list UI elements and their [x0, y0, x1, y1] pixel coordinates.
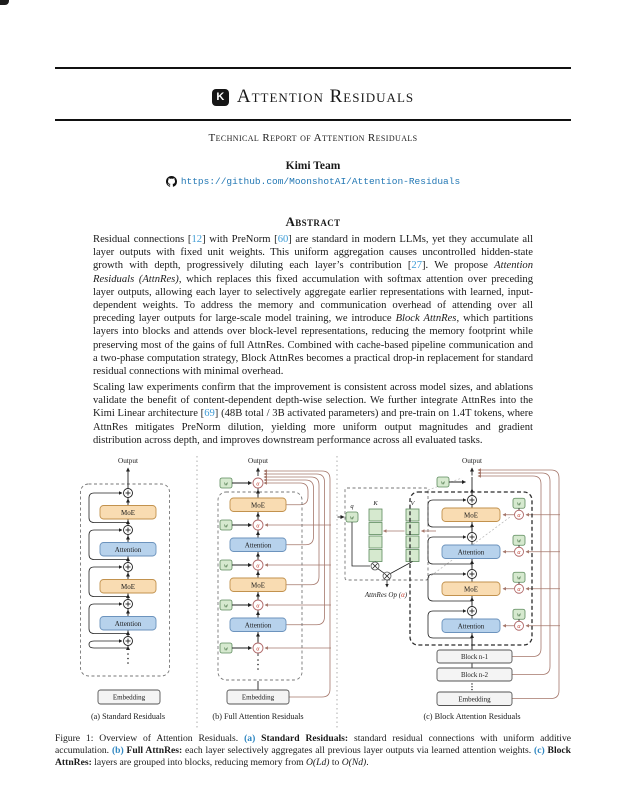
weight-box — [220, 560, 232, 570]
attention-label: Attention — [457, 622, 485, 631]
svg-text:w: w — [223, 481, 229, 488]
paper-title: Attention Residuals — [236, 86, 415, 107]
svg-text:w: w — [440, 480, 446, 487]
figure-1-diagram — [55, 452, 571, 730]
output-label: Output — [462, 457, 482, 465]
attnres-op-icon — [253, 643, 263, 653]
weight-box — [513, 535, 525, 545]
residual-attn-line — [264, 480, 314, 545]
weight-box — [220, 520, 232, 530]
multiply-icon — [371, 562, 379, 570]
add-icon — [468, 570, 477, 579]
moe-label: MoE — [121, 508, 135, 517]
panel-b-full-attention-residuals — [212, 457, 331, 721]
k-label: K — [373, 500, 378, 507]
weight-box — [513, 572, 525, 582]
repo-link[interactable]: https://github.com/MoonshotAI/Attention-Residuals — [180, 176, 461, 187]
author-team: Kimi Team — [285, 160, 341, 172]
svg-text:α: α — [256, 481, 260, 488]
add-icon — [468, 496, 477, 505]
output-label: Output — [248, 457, 268, 465]
abstract-paragraph-2: Scaling law experiments confirm that the improvement is consistent across model sizes, and ablations validate the benefit of content-dependent depth-wise selection. We further integrate AttnRes into the Kimi Linear architecture [69] (48B total / 3B activated parameters) and pre-train on 1.4T tokens, where AttnRes mitigates PreNorm dilution, yielding more uniform output magnitudes and gradient distribution across depth, and improves downstream performance across all evaluated tasks. — [93, 382, 533, 446]
attnres-op-icon — [253, 520, 263, 530]
attnres-op-icon — [253, 600, 263, 610]
abstract-paragraph-1: Residual connections [12] with PreNorm [60] are standard in modern LLMs, yet they accumulate all layer outputs with fixed unit weights. This uniform aggregation causes uncontrolled hidden-state growth with depth, progressively diluting each layer’s contribution [27]. We propose Attention Residuals (AttnRes), which replaces this fixed accumulation with softmax attention over preceding layer outputs, allowing each layer to selectively aggregate earlier representations with learned, input-dependent weights. To address the memory and communication overhead of attending over all preceding layer outputs for large-scale model training, we introduce Block AttnRes, which partitions layers into blocks and attends over block-level representations, reducing the memory footprint while preserving most of the gains of full AttnRes. Combined with cache-based pipeline communication and a two-phase computation strategy, Block AttnRes becomes a practical drop-in replacement for standard residual connections with minimal overhead. — [93, 234, 534, 378]
q-label: q — [350, 503, 354, 510]
svg-text:w: w — [516, 538, 522, 545]
svg-text:α: α — [517, 513, 521, 519]
panel-caption-a: (a) Standard Residuals — [90, 712, 166, 721]
embedding-label: Embedding — [241, 693, 275, 702]
svg-text:α: α — [256, 563, 260, 570]
svg-text:w: w — [516, 612, 522, 619]
mid-rule — [55, 119, 571, 121]
moe-label: MoE — [251, 581, 265, 590]
attnres-op-icon — [515, 547, 524, 556]
figure-caption: Figure 1: Overview of Attention Residuals. (a) Standard Residuals: standard residual connections with uniform additive accumulation. (b) Full AttnRes: each layer selectively aggregates all previous layer outputs via learned attention weights. (c) Block AttnRes: layers are grouped into blocks, reducing memory from O(Ld) to O(Nd). — [55, 733, 572, 768]
panel-caption-c: (c) Block Attention Residuals — [423, 712, 521, 721]
svg-text:α: α — [256, 603, 260, 610]
add-icon — [124, 526, 133, 535]
v-label: V — [410, 500, 415, 507]
panel-caption-b: (b) Full Attention Residuals — [212, 712, 304, 721]
github-icon — [166, 176, 177, 187]
svg-text:α: α — [517, 587, 521, 593]
attention-label: Attention — [244, 621, 272, 630]
svg-text:w: w — [516, 501, 522, 508]
attention-label: Attention — [244, 541, 272, 550]
svg-text:w: w — [223, 646, 229, 653]
corner-artifact — [0, 0, 9, 5]
attnres-op-icon — [253, 560, 263, 570]
attnres-op-icon — [515, 621, 524, 630]
moe-label: MoE — [251, 501, 265, 510]
title-row — [0, 86, 626, 108]
top-rule — [55, 67, 571, 69]
repo-link-row — [0, 176, 626, 187]
output-label: Output — [118, 457, 138, 465]
ellipsis-dots — [471, 683, 472, 690]
moe-label: MoE — [464, 511, 478, 520]
embedding-label: Embedding — [112, 693, 146, 702]
kimi-logo-icon: K — [212, 89, 229, 106]
abstract-heading: Abstract — [285, 214, 341, 229]
add-icon — [124, 600, 133, 609]
attnres-op-icon — [515, 584, 524, 593]
ellipsis-dots — [127, 653, 129, 664]
block-n1-label: Block n-1 — [461, 654, 488, 661]
svg-text:w: w — [223, 523, 229, 530]
svg-text:w: w — [223, 603, 229, 610]
attnres-op-caption: AttnRes Op (α) — [364, 591, 408, 599]
attention-label: Attention — [114, 545, 142, 554]
svg-text:α: α — [517, 550, 521, 556]
weight-box — [220, 600, 232, 610]
multiply-icon — [383, 572, 391, 580]
attention-label: Attention — [457, 548, 485, 557]
attnres-op-inset — [338, 488, 437, 599]
weight-box — [220, 643, 232, 653]
add-icon — [124, 489, 133, 498]
panel-c-block-attention-residuals — [338, 457, 561, 721]
weight-label: w — [349, 515, 355, 522]
weight-box — [513, 498, 525, 508]
svg-text:w: w — [516, 575, 522, 582]
attnres-op-icon — [253, 478, 263, 488]
attention-label: Attention — [114, 619, 142, 628]
svg-text:α: α — [517, 624, 521, 630]
svg-text:α: α — [256, 523, 260, 530]
paper-subtitle: Technical Report of Attention Residuals — [208, 132, 418, 144]
ellipsis-dots — [257, 659, 259, 670]
svg-text:α: α — [256, 646, 260, 653]
add-icon — [124, 637, 133, 646]
weight-box — [437, 477, 449, 487]
svg-text:w: w — [223, 563, 229, 570]
block-n2-label: Block n-2 — [461, 672, 488, 679]
add-icon — [468, 607, 477, 616]
embedding-label: Embedding — [458, 695, 491, 704]
k-column — [369, 509, 382, 562]
add-icon — [124, 563, 133, 572]
residual-skip-line — [89, 641, 128, 648]
add-icon — [468, 533, 477, 542]
weight-box — [513, 609, 525, 619]
attnres-op-icon — [515, 510, 524, 519]
moe-label: MoE — [121, 582, 135, 591]
residual-attn-line — [264, 477, 319, 585]
panel-a-standard-residuals — [81, 457, 170, 721]
v-column — [406, 509, 419, 562]
moe-label: MoE — [464, 585, 478, 594]
weight-box — [220, 478, 232, 488]
